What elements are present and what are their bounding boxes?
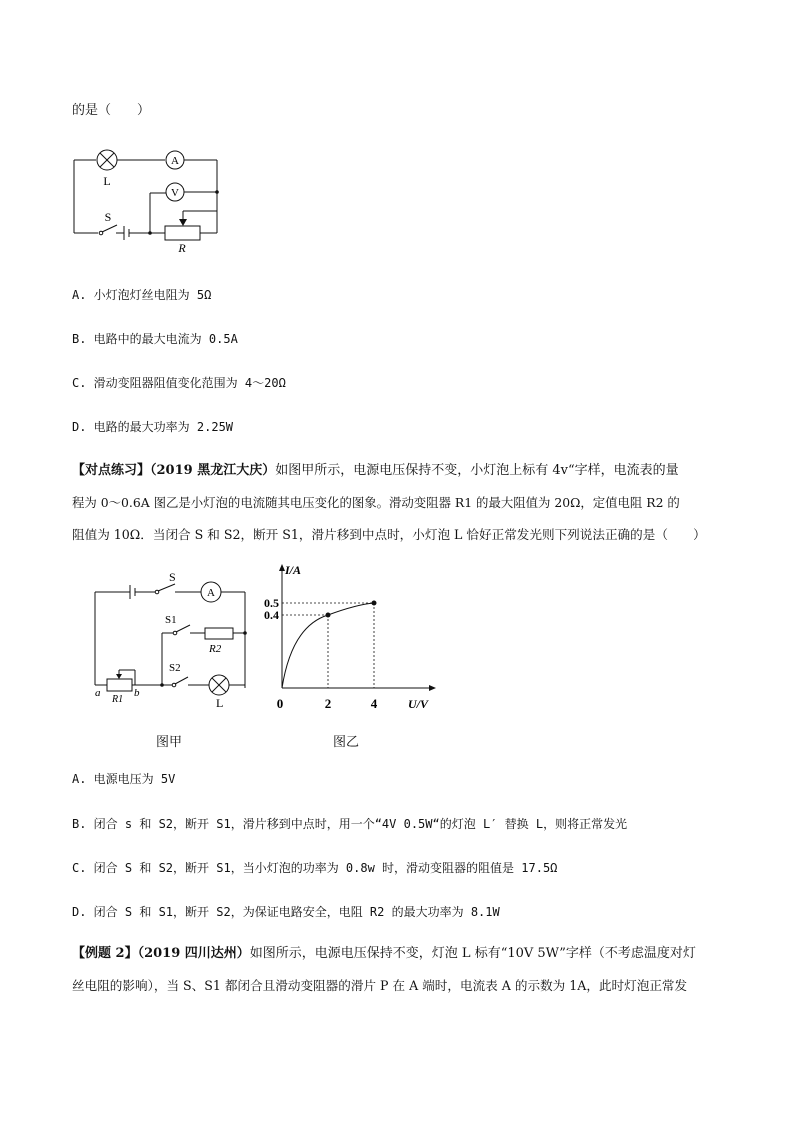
switch-s1-label: S1	[165, 614, 177, 626]
y-axis-label: I/A	[285, 563, 302, 577]
iu-graph	[262, 560, 437, 715]
question-source: （2019 四川达州）	[137, 946, 250, 961]
figure-caption-jia: 图甲	[156, 735, 183, 750]
question-tag: 【对点练习】	[72, 463, 151, 478]
option-c: C. 闭合 S 和 S2，断开 S1，当小灯泡的功率为 0.8w 时，滑动变阻器的阻值是 17.5Ω	[72, 861, 558, 875]
question-2-line-1	[72, 462, 679, 480]
option-b: B. 闭合 s 和 S2，断开 S1，滑片移到中点时，用一个“4V 0.5W“的灯泡 L′ 替换 L，则将正常发光	[72, 817, 628, 831]
lamp-label: L	[103, 174, 111, 188]
switch-label: S	[104, 210, 112, 224]
y-tick-0.5: 0.5	[264, 596, 279, 610]
voltmeter-label: V	[171, 187, 179, 199]
question-source: （2019 黑龙江大庆）	[150, 463, 276, 478]
switch-s-label: S	[169, 570, 176, 584]
question-3-line-2: 丝电阻的影响），当 S、S1 都闭合且滑动变阻器的滑片 P 在 A 端时，电流表 A 的示数为 1A，此时灯泡正常发	[72, 978, 688, 993]
figure-caption-yi: 图乙	[333, 735, 360, 750]
question-text: 如图甲所示，电源电压保持不变，小灯泡上标有 4v“字样，电流表的量	[275, 463, 679, 478]
x-tick-0: 0	[276, 696, 284, 711]
question-2-line-3: 阻值为 10Ω．当闭合 S 和 S2，断开 S1，滑片移到中点时，小灯泡 L 恰好正常发光则下列说法正确的是（ ）	[72, 527, 706, 542]
option-a: A. 电源电压为 5V	[72, 772, 176, 786]
x-tick-2: 2	[324, 696, 332, 711]
terminal-b-label: b	[134, 687, 140, 699]
ammeter-label: A	[207, 587, 215, 599]
option-d: D. 电路的最大功率为 2.25W	[72, 420, 234, 434]
rheostat-label: R	[178, 241, 186, 255]
question-tag: 【例题 2】	[72, 946, 138, 961]
option-a: A. 小灯泡灯丝电阻为 5Ω	[72, 288, 212, 302]
lamp-label: L	[216, 696, 224, 710]
data-point-4-0.5	[372, 601, 377, 606]
question-fragment: 的是（ ）	[72, 103, 151, 118]
r2-label: R2	[209, 643, 222, 655]
switch-s2-label: S2	[169, 662, 181, 674]
circuit-diagram-2	[85, 570, 255, 710]
question-3-line-1	[72, 945, 696, 963]
y-tick-0.4: 0.4	[264, 608, 279, 622]
terminal-a-label: a	[95, 687, 101, 699]
question-2-line-2: 程为 0～0.6A 图乙是小灯泡的电流随其电压变化的图象。滑动变阻器 R1 的最大阻值为 20Ω，定值电阻 R2 的	[72, 495, 680, 510]
question-text: 如图所示，电源电压保持不变，灯泡 L 标有“10V 5W”字样（不考虑温度对灯	[249, 946, 696, 961]
option-d: D. 闭合 S 和 S1，断开 S2，为保证电路安全，电阻 R2 的最大功率为 8.1W	[72, 905, 500, 919]
data-point-2-0.4	[326, 613, 331, 618]
option-c: C. 滑动变阻器阻值变化范围为 4～20Ω	[72, 376, 286, 390]
option-b: B. 电路中的最大电流为 0.5A	[72, 332, 238, 346]
x-tick-4: 4	[370, 696, 378, 711]
x-axis-label: U/V	[408, 697, 429, 711]
r1-label: R1	[112, 694, 124, 705]
circuit-diagram-1	[60, 140, 230, 258]
ammeter-label: A	[171, 155, 179, 167]
